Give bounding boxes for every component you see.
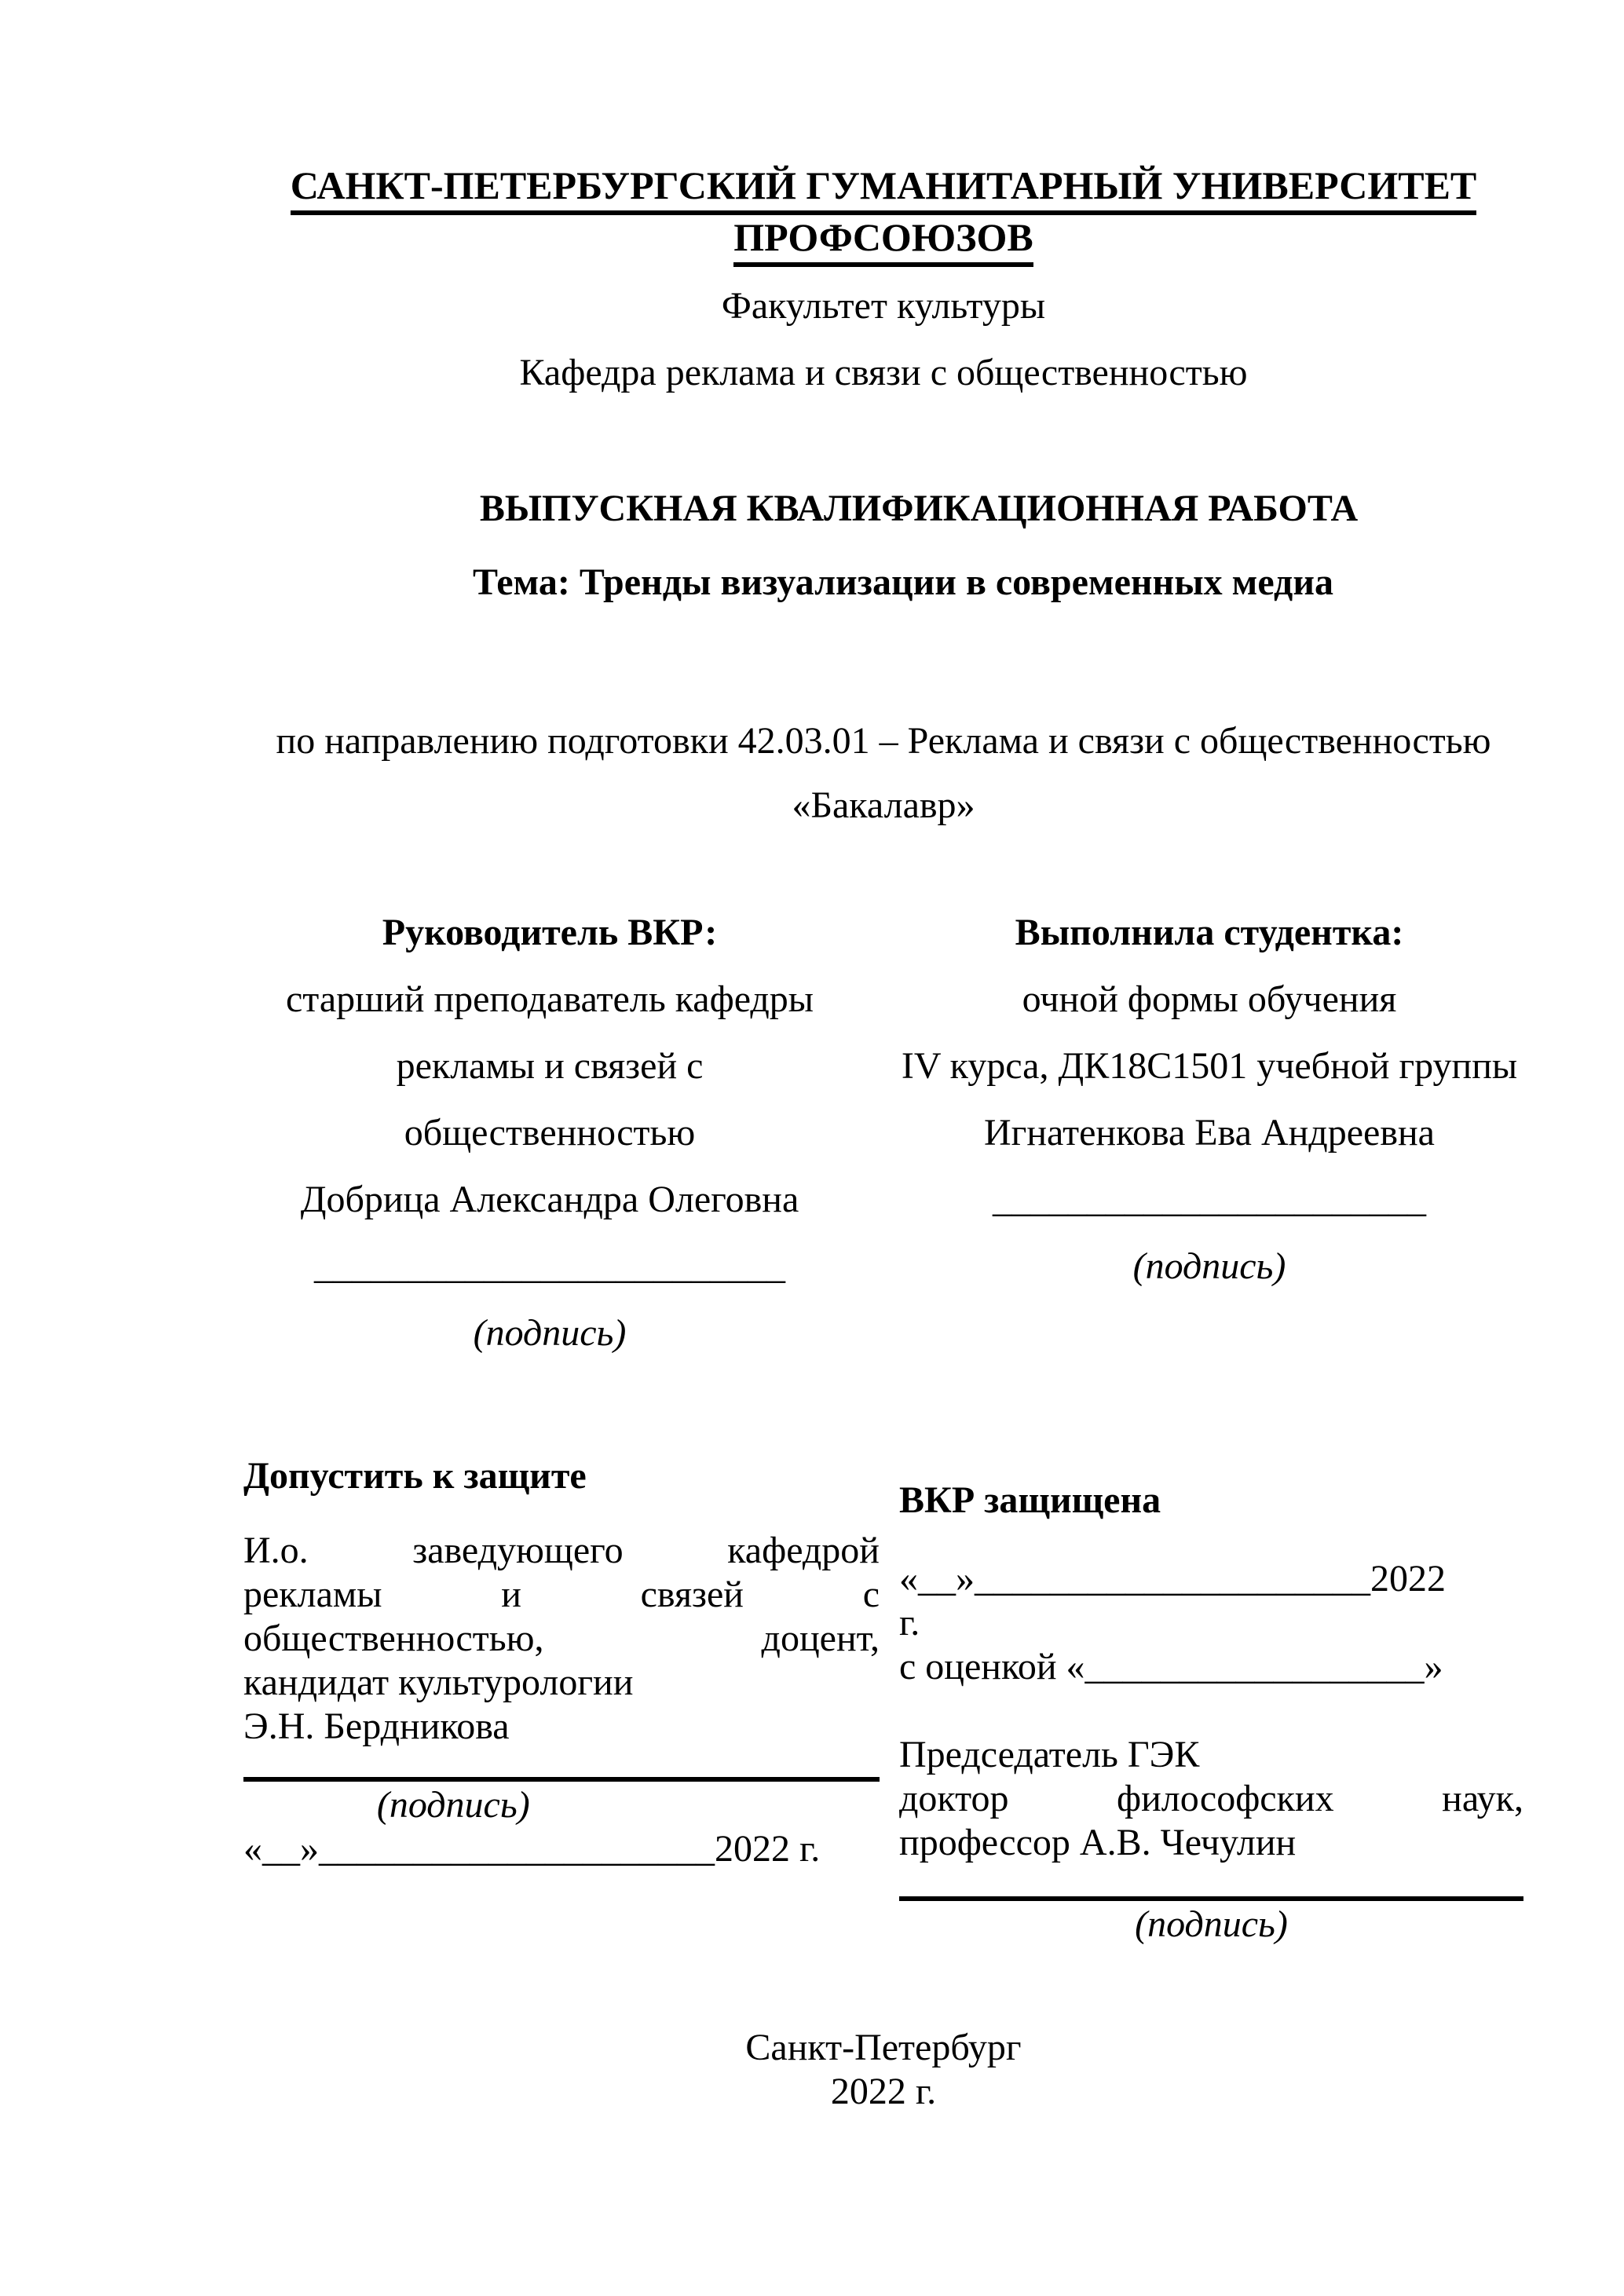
approval-blocks xyxy=(243,1454,1523,1947)
student-name: Игнатенкова Ева Андреевна xyxy=(984,1112,1435,1153)
student-signature-line: _______________________ xyxy=(993,1179,1426,1220)
defense-grade-line: с оценкой «__________________» xyxy=(899,1646,1443,1687)
footer xyxy=(243,2026,1523,2114)
signature-columns xyxy=(243,899,1523,1366)
supervisor-position-line: рекламы и связей с xyxy=(396,1045,704,1087)
defense-signature-rule xyxy=(899,1896,1523,1901)
study-direction: по направлению подготовки 42.03.01 – Реклама и связи с общественностью xyxy=(276,720,1491,762)
thesis-theme: Тема: Тренды визуализации в современных медиа xyxy=(473,561,1333,603)
student-column xyxy=(895,899,1523,1300)
defense-heading: ВКР защищена xyxy=(899,1479,1161,1521)
admission-official-name: Э.Н. Бердникова xyxy=(243,1706,510,1747)
defense-chair-degree: доктор философских наук, xyxy=(899,1778,1523,1819)
university-name xyxy=(243,159,1523,263)
work-type-title: ВЫПУСКНАЯ КВАЛИФИКАЦИОННАЯ РАБОТА xyxy=(479,488,1359,529)
department-name: Кафедра реклама и связи с общественностью xyxy=(519,352,1248,393)
degree-level: «Бакалавр» xyxy=(792,784,975,826)
supervisor-signature-caption: (подпись) xyxy=(473,1312,627,1354)
footer-city: Санкт-Петербург xyxy=(745,2027,1022,2068)
admission-official-line: кандидат культурологии xyxy=(243,1662,634,1703)
student-info-line: очной формы обучения xyxy=(1022,978,1397,1020)
admission-signature-caption: (подпись) xyxy=(376,1784,530,1826)
university-name-line1: САНКТ-ПЕТЕРБУРГСКИЙ ГУМАНИТАРНЫЙ УНИВЕРСИТЕТ xyxy=(243,159,1523,211)
admission-date-line: «__»_____________________2022 г. xyxy=(243,1828,821,1870)
defense-date-line: «__»_____________________2022 xyxy=(899,1558,1446,1600)
supervisor-heading: Руководитель ВКР: xyxy=(382,912,718,953)
admission-signature-rule xyxy=(243,1777,880,1782)
admission-official-line: рекламы и связей с xyxy=(243,1574,880,1615)
defense-date-wrap: г. xyxy=(899,1602,920,1643)
admission-block xyxy=(243,1454,880,1871)
defense-chair-name: профессор А.В. Чечулин xyxy=(899,1822,1297,1863)
student-heading: Выполнила студентка: xyxy=(1015,912,1404,953)
supervisor-signature-line: _________________________ xyxy=(314,1245,785,1287)
admission-heading: Допустить к защите xyxy=(243,1455,587,1497)
admission-official-line: И.о. заведующего кафедрой xyxy=(243,1530,880,1571)
admission-official-line: общественностью, доцент, xyxy=(243,1618,880,1659)
supervisor-name: Добрица Александра Олеговна xyxy=(300,1179,799,1220)
supervisor-position-line: старший преподаватель кафедры xyxy=(285,978,814,1020)
defense-signature-caption: (подпись) xyxy=(1135,1903,1288,1945)
defense-block xyxy=(899,1479,1523,1947)
student-info-line: IV курса, ДК18С1501 учебной группы xyxy=(901,1045,1518,1087)
footer-year: 2022 г. xyxy=(830,2071,937,2112)
spacer xyxy=(899,1689,1523,1733)
defense-chair-title: Председатель ГЭК xyxy=(899,1734,1200,1775)
supervisor-position-line: общественностью xyxy=(404,1112,696,1153)
university-name-line2: ПРОФСОЮЗОВ xyxy=(243,211,1523,263)
student-signature-caption: (подпись) xyxy=(1132,1245,1286,1287)
supervisor-column xyxy=(243,899,856,1366)
faculty-name: Факультет культуры xyxy=(721,285,1046,327)
